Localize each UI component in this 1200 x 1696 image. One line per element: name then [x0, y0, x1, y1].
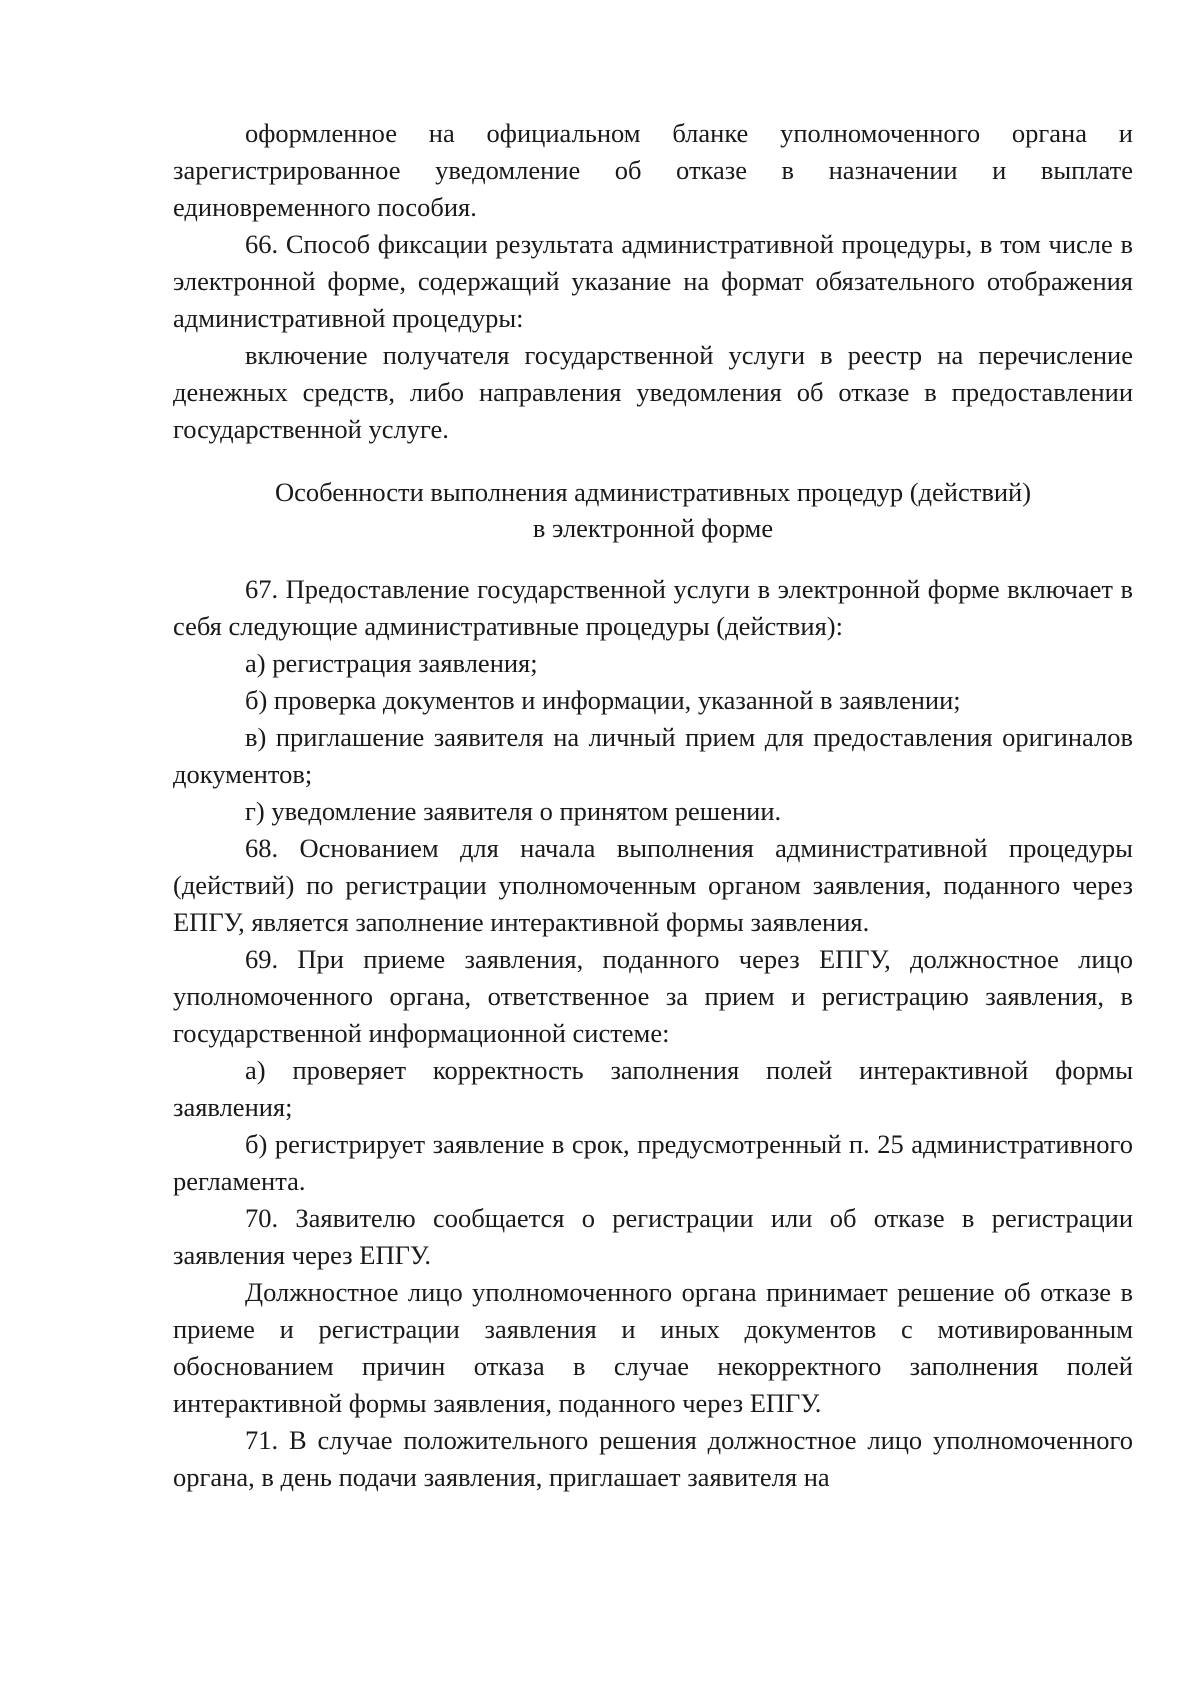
paragraph-69-item-a: а) проверяет корректность заполнения полей интерактивной формы заявления;: [173, 1055, 1133, 1122]
paragraph-67: 67. Предоставление государственной услуги в электронной форме включает в себя следующие административные процедуры (действия):: [173, 574, 1133, 641]
paragraph-66: 66. Способ фиксации результата административной процедуры, в том числе в электронной форме, содержащий указание на формат обязательного отображения административной процедуры:: [173, 229, 1133, 333]
paragraph-67-item-a: а) регистрация заявления;: [245, 648, 538, 678]
paragraph-70-refusal: Должностное лицо уполномоченного органа принимает решение об отказе в приеме и регистрации заявления и иных документов с мотивированным обоснованием причин отказа в случае некорректного заполнения полей интерактивной формы заявления, поданного через ЕПГУ.: [173, 1277, 1133, 1418]
paragraph-67-item-b: б) проверка документов и информации, указанной в заявлении;: [245, 685, 961, 715]
paragraph-66-inclusion: включение получателя государственной услуги в реестр на перечисление денежных средств, либо направления уведомления об отказе в предоставлении государственной услуге.: [173, 340, 1133, 444]
paragraph-69-item-b: б) регистрирует заявление в срок, предусмотренный п. 25 административного регламента.: [173, 1129, 1133, 1196]
paragraph-notice-continuation: оформленное на официальном бланке уполномоченного органа и зарегистрированное уведомление об отказе в назначении и выплате единовременного пособия.: [173, 118, 1133, 222]
paragraph-67-item-v: в) приглашение заявителя на личный прием для предоставления оригиналов документов;: [173, 722, 1133, 789]
section-heading: [173, 474, 1133, 546]
document-body: [173, 115, 1133, 1496]
section-heading-line-1: Особенности выполнения административных процедур (действий): [274, 477, 1032, 507]
paragraph-67-item-g: г) уведомление заявителя о принятом решении.: [245, 796, 782, 826]
paragraph-70: 70. Заявителю сообщается о регистрации или об отказе в регистрации заявления через ЕПГУ.: [173, 1203, 1133, 1270]
section-heading-line-2: в электронной форме: [532, 513, 774, 543]
paragraph-68: 68. Основанием для начала выполнения административной процедуры (действий) по регистрации уполномоченным органом заявления, поданного через ЕПГУ, является заполнение интерактивной формы заявления.: [173, 833, 1133, 937]
paragraph-69: 69. При приеме заявления, поданного через ЕПГУ, должностное лицо уполномоченного органа, ответственное за прием и регистрацию заявления, в государственной информационной системе:: [173, 944, 1133, 1048]
paragraph-71: 71. В случае положительного решения должностное лицо уполномоченного органа, в день подачи заявления, приглашает заявителя на: [173, 1425, 1133, 1492]
